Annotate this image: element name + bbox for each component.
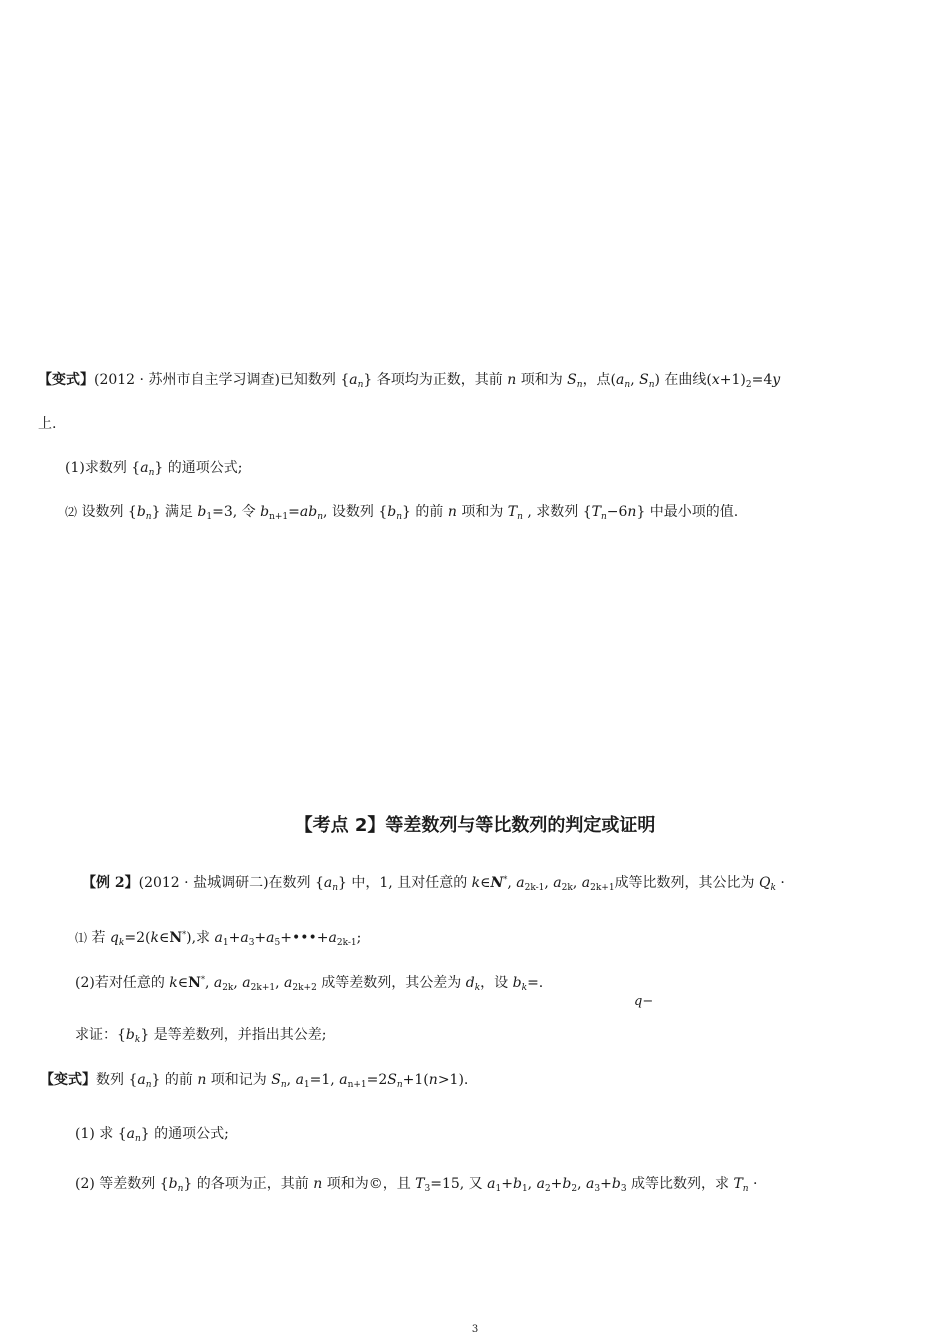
example2-denominator: q−	[634, 994, 654, 1009]
variant1-question-1: (1)求数列 $\{a_n\}$ 的通项公式;	[65, 460, 243, 478]
variant2-tag: 【变式】	[40, 1072, 96, 1088]
example2-proof: 求证：$\{b_k\}$ 是等差数列，并指出其公差;	[75, 1027, 327, 1045]
example2-question-1: ⑴ 若 $q_k=2(k\in N^*)$,求 $a_1+a_3+a_5+•••+a_{2k-1}$;	[75, 930, 362, 948]
example2-line1: 【例 2】(2012 · 盐城调研二)在数列 $\{a_n\}$ 中，1, 且对任意的 k∈N*, $a_{2k-1}$, $a_{2k}$, $a_{2k+1}$成等比数列，其公比为 $Q_k$ ·	[82, 875, 785, 893]
variant1-tag: 【变式】	[38, 372, 94, 388]
variant1-line1-wrap: 上.	[38, 416, 57, 432]
variant1-question-2: ⑵ 设数列 $\{b_n\}$ 满足 $b_1=3$, 令 $b_{n+1}=ab_n$, 设数列 $\{b_n\}$ 的前 n 项和为 $T_n$ , 求数列 $\{T_n-6n\}$ 中最小项的值.	[65, 504, 739, 522]
variant2-line1: 【变式】数列 $\{a_n\}$ 的前 n 项和记为 $S_n$, $a_1=1$, $a_{n+1}=2S_n+1(n>1)$.	[40, 1072, 469, 1090]
example2-question-2: (2)若对任意的 k∈N*, $a_{2k}$, $a_{2k+1}$, $a_{2k+2}$ 成等差数列，其公差为 $d_k$，设 $b_k=$.	[75, 975, 544, 993]
variant1-line1: 【变式】(2012 · 苏州市自主学习调查)已知数列 $\{a_n\}$ 各项均为正数，其前 n 项和为 $S_n$，点($a_n$, $S_n$) 在曲线$(x+1)_2=4y$	[38, 372, 781, 390]
example2-tag: 【例 2】	[82, 875, 139, 891]
variant2-question-2: (2) 等差数列 $\{b_n\}$ 的各项为正，其前 n 项和为©，且 $T_3=15$, 又 $a_1+b_1$, $a_2+b_2$, $a_3+b_3$ 成等比数列，求 $T_n$ ·	[75, 1176, 758, 1194]
variant2-question-1: (1) 求 $\{a_n\}$ 的通项公式;	[75, 1126, 229, 1144]
section-title: 【考点 2】等差数列与等比数列的判定或证明	[294, 815, 656, 836]
page-number: 3	[471, 1324, 479, 1335]
